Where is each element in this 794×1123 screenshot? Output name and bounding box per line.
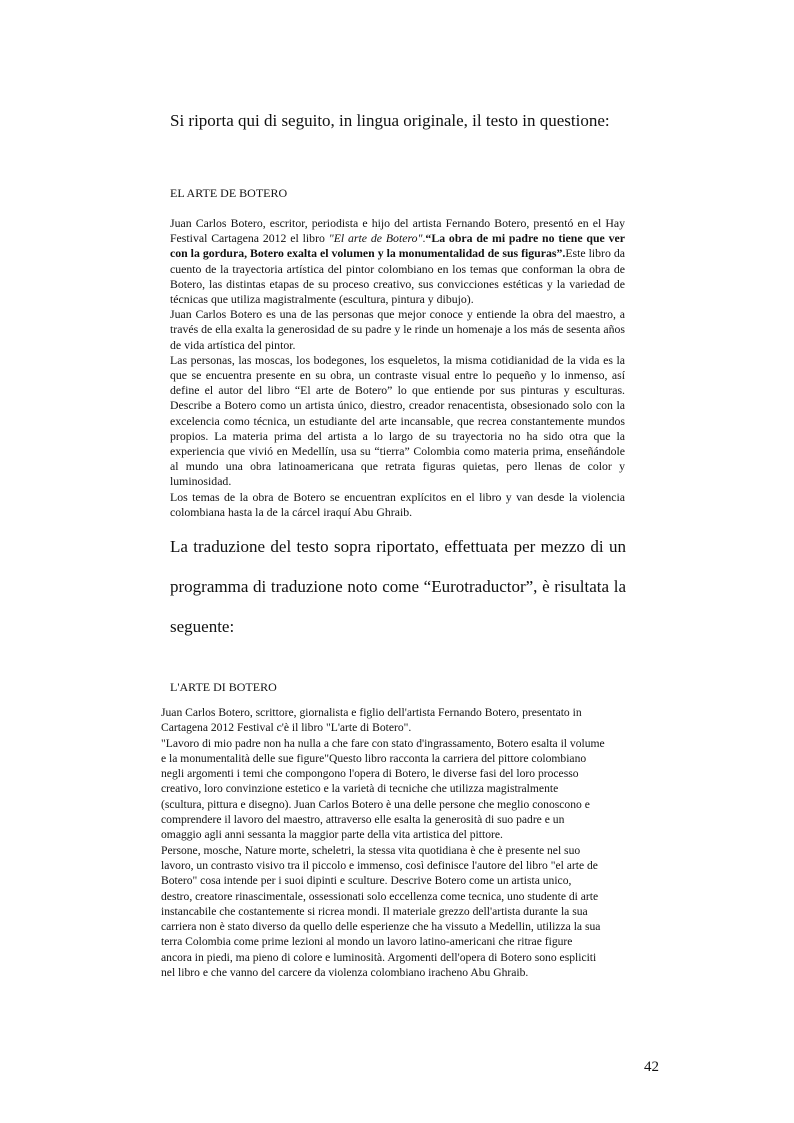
spanish-text-block (170, 216, 625, 520)
spanish-paragraph-1 (170, 216, 625, 307)
spanish-paragraph-2: Juan Carlos Botero es una de las personas que mejor conoce y entiende la obra del maestro, a través de ella exalta la generosidad de su padre y le rinde un homenaje a los más de sesenta años de vida artística del pintor. (170, 307, 625, 352)
spanish-p1-dot: . (422, 231, 426, 246)
spanish-p1-rest: Este libro da cuento de la trayectoria artística del pintor colombiano en los temas que conforman la obra de Botero, las distintas etapas de su proceso creativo, sus convicciones estéticas y la variedad de técnicas que utiliza magistralmente (escultura, pintura y dibujo). (170, 246, 625, 307)
italian-line: nel libro e che vanno del carcere da violenza colombiano iracheno Abu Ghraib. (161, 966, 529, 980)
italian-line: (scultura, pittura e disegno). Juan Carlos Botero è una delle persone che meglio conoscono e (161, 797, 590, 811)
italian-line: Cartagena 2012 Festival c'è il libro "L'arte di Botero". (161, 721, 412, 735)
spanish-section-title: EL ARTE DE BOTERO (170, 186, 288, 200)
translation-intro: La traduzione del testo sopra riportato, effettuata per mezzo di un programma di traduzione noto come “Eurotraductor”, è risultata la seguente: (170, 537, 626, 636)
italian-text-block (161, 705, 641, 980)
italian-line: instancabile che costantemente si ricrea mondi. Il materiale grezzo dell'artista durante la sua (161, 904, 588, 918)
italian-line: omaggio agli anni sessanta la maggior parte della vita artistica del pittore. (161, 828, 503, 842)
italian-line: lavoro, un contrasto visivo tra il piccolo e immenso, così definisce l'autore del libro "el arte de (161, 858, 598, 872)
spanish-p1-lead: Juan Carlos Botero, escritor, periodista e hijo del artista Fernando Botero, presentó en el Hay Festival Cartagena 2012 el libro (170, 216, 625, 246)
spanish-paragraph-4: Los temas de la obra de Botero se encuentran explícitos en el libro y van desde la violencia colombiana hasta la de la cárcel iraquí Abu Ghraib. (170, 489, 625, 519)
intro-sentence: Si riporta qui di seguito, in lingua originale, il testo in questione: (170, 111, 610, 130)
italian-line: Juan Carlos Botero, scrittore, giornalista e figlio dell'artista Fernando Botero, presentato in (161, 706, 582, 719)
italian-line: destro, creatore rinascimentale, ossessionati solo eccellenza come tecnica, uno studente di arte (161, 889, 599, 903)
italian-line: terra Colombia come prime lezioni al mondo un lavoro latino-americani che ritrae figure (161, 935, 573, 949)
italian-line: Botero" cosa intende per i suoi dipinti e sculture. Descrive Botero come un artista unico, (161, 874, 572, 888)
italian-line: carriera non è stato diverso da quello delle esperienze che ha vissuto a Medellin, utilizza la sua (161, 920, 601, 934)
spanish-bold-quote: “La obra de mi padre no tiene que ver con la gordura, Botero exalta el volumen y la monumentalidad de sus figuras”. (170, 231, 625, 261)
italian-line: ancora in piedi, ma pieno di colore e luminosità. Argomenti dell'opera di Botero sono espliciti (161, 950, 597, 964)
book-title-italic: "El arte de Botero" (328, 231, 423, 246)
italian-line: e la monumentalità delle sue figure"Questo libro racconta la carriera del pittore colombiano (161, 751, 587, 765)
page-number: 42 (644, 1059, 659, 1075)
italian-section-title: L'ARTE DI BOTERO (170, 680, 277, 694)
italian-line: Persone, mosche, Nature morte, scheletri, la stessa vita quotidiana è che è presente nel suo (161, 843, 581, 857)
spanish-paragraph-3: Las personas, las moscas, los bodegones, los esqueletos, la misma cotidianidad de la vida es la que se encuentra presente en su obra, un contraste visual entre lo pequeño y lo inmenso, así define el autor del libro “El arte de Botero” lo que entiende por sus pinturas y esculturas. Describe a Botero como un artista único, diestro, creador renacentista, obsesionado solo con la excelencia como técnica, un estudiante del arte incansable, que recrea constantemente mundos propios. La materia prima del artista a lo largo de su trayectoria no ha sido otra que la experiencia que vivió en Medellín, usa su “tierra” Colombia como materia prima, enseñándole al mundo una obra latinoamericana que retrata figuras quietas, pero llenas de color y luminosidad. (170, 352, 625, 489)
italian-line: negli argomenti i temi che compongono l'opera di Botero, le diverse fasi del loro processo (161, 767, 579, 781)
italian-line: creativo, loro convinzione estetico e la varietà di tecniche che utilizza magistralmente (161, 782, 559, 796)
italian-line: comprendere il lavoro del maestro, attraverso elle esalta la generosità di suo padre e un (161, 813, 565, 827)
italian-line: "Lavoro di mio padre non ha nulla a che fare con stato d'ingrassamento, Botero esalta il volume (161, 736, 605, 750)
